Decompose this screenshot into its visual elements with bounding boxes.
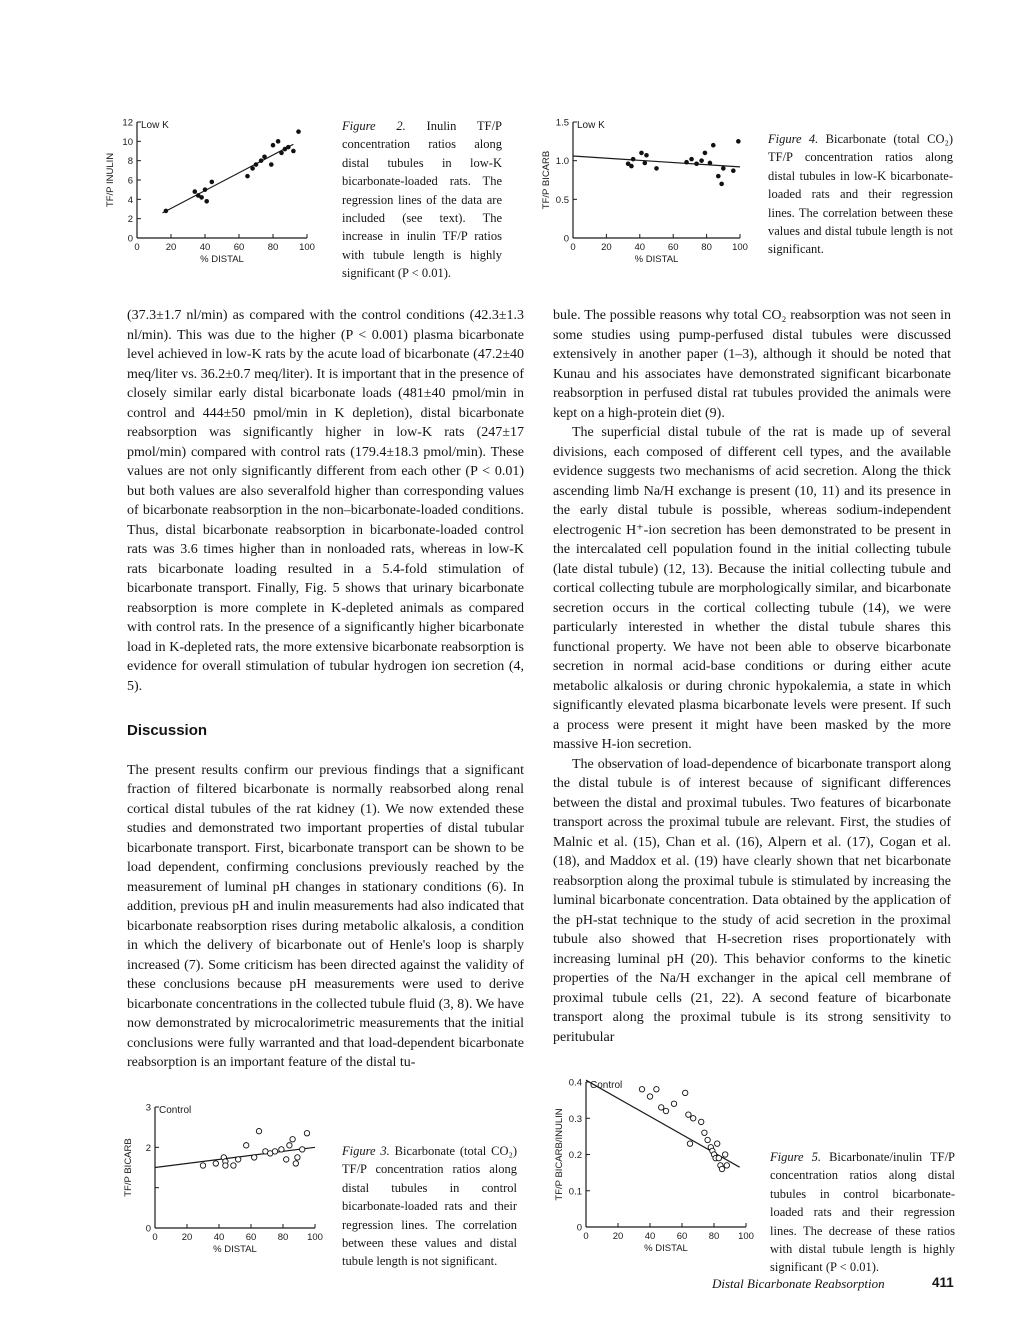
data-point [639, 151, 644, 156]
data-point [293, 1161, 298, 1166]
y-tick-label: 2 [127, 214, 133, 226]
figure-3-plot [112, 1090, 337, 1255]
x-tick-label: 20 [165, 242, 177, 253]
data-point [300, 1147, 305, 1152]
x-tick-label: 0 [570, 242, 576, 253]
data-point [286, 145, 291, 150]
x-tick-label: 20 [601, 242, 612, 253]
x-axis-label: % DISTAL [644, 1243, 688, 1254]
discussion-heading: Discussion [127, 722, 208, 739]
y-axis-label: TF/P BICARB [123, 1138, 134, 1197]
right-paragraph-2: The superficial distal tubule of the rat is made up of several divisions, each composed of different cell types, and the available evidence suggests two mechanisms of acid secretion. Along the thick ascending limb Na/H exchange is present (10, 11) and its presence in the early distal tubule is possible, whereas sodium-independent electrogenic H⁺-ion secretion has been demonstrated to be present in the intercalated cell population found in the initial collecting tubule (late distal tubule) (12, 13). Because the initial collecting tubule and cortical collecting tubule are morphologically similar, and bicarbonate secretion occurs in the cortical collecting tubule (14), we were particularly interested in whether the distal tubule shares this functional property. We have not been able to observe bicarbonate secretion in normal acid-base conditions or during either acute metabolic alkalosis or during chronic hypokalemia, a state in which significantly elevated plasma bicarbonate levels were present. If such a process were present it might have been masked by the more massive H-ion secretion. [553, 425, 951, 752]
x-tick-label: 0 [134, 242, 140, 253]
data-point [643, 161, 648, 166]
figure-5-plot [536, 1070, 766, 1255]
data-point [279, 1147, 284, 1152]
x-tick-label: 60 [245, 1232, 257, 1243]
x-tick-label: 0 [152, 1232, 158, 1243]
right-text-column [553, 306, 951, 1047]
x-tick-label: 60 [233, 242, 245, 253]
data-point [290, 1137, 295, 1142]
data-point [204, 199, 209, 204]
y-tick-label: 0.1 [568, 1186, 582, 1198]
data-point [271, 143, 276, 148]
y-tick-label: 10 [122, 136, 133, 148]
y-tick-label: 8 [127, 156, 133, 168]
x-tick-label: 100 [732, 242, 748, 253]
data-point [193, 189, 198, 194]
data-point [291, 149, 296, 154]
data-point [736, 139, 741, 144]
left-text-column [127, 306, 524, 1073]
data-point [683, 1090, 688, 1095]
data-point [295, 1155, 300, 1160]
y-tick-label: 2 [145, 1142, 151, 1154]
inset-label: Low K [577, 120, 605, 131]
data-point [244, 1143, 249, 1148]
data-point [213, 1161, 218, 1166]
data-point [731, 168, 736, 173]
y-axis-label: TF/P BICARB/INULIN [554, 1108, 565, 1201]
y-tick-label: 0.3 [568, 1113, 582, 1125]
data-point [699, 1119, 704, 1124]
data-point [279, 151, 284, 156]
x-tick-label: 60 [667, 242, 679, 253]
data-point [272, 1149, 277, 1154]
data-point [671, 1101, 676, 1106]
data-point [663, 1108, 668, 1113]
x-tick-label: 40 [199, 242, 211, 253]
data-point [203, 187, 208, 192]
y-tick-label: 0.4 [568, 1077, 582, 1089]
data-point [703, 151, 708, 156]
y-tick-label: 4 [127, 194, 133, 206]
x-tick-label: 80 [708, 1231, 720, 1242]
data-point [199, 195, 204, 200]
data-point [684, 160, 689, 165]
y-tick-label: 0.5 [555, 194, 569, 206]
x-tick-label: 0 [583, 1231, 589, 1242]
x-tick-label: 100 [738, 1231, 754, 1242]
y-tick-label: 0 [127, 233, 133, 245]
data-point [245, 174, 250, 179]
data-point [659, 1105, 664, 1110]
y-tick-label: 0 [563, 233, 569, 245]
x-tick-label: 100 [307, 1232, 323, 1243]
data-point [702, 1130, 707, 1135]
data-point [708, 161, 713, 166]
data-point [686, 1112, 691, 1117]
x-tick-label: 40 [634, 242, 646, 253]
data-point [639, 1087, 644, 1092]
figure-5-caption [770, 1148, 955, 1277]
x-axis-label: % DISTAL [213, 1244, 257, 1255]
data-point [715, 1141, 720, 1146]
data-point [254, 162, 259, 167]
data-point [287, 1143, 292, 1148]
y-axis-label: TF/P BICARB [541, 150, 552, 210]
figure-3-label: Figure 3. [342, 1144, 390, 1158]
right-paragraph-3: The observation of load-dependence of bicarbonate transport along the distal tubule is of interest because of significant differences between the distal and proximal tubules. Two features of bicarbonate transport across the proximal tubule are relevant. First, the studies of Malnic et al. (15), Chan et al. (16), Alpern et al. (17), Cogan et al. (18), and Maddox et al. (19) have clearly shown that net bicarbonate reabsorption along the proximal tubule is stimulated by increasing the luminal bicarbonate concentration. Data obtained by the application of the pH-stat technique to the study of acid secretion in the proximal tubule also showed that H-secretion rises proportionately with increasing luminal pH (20). This behavior conforms to the kinetic properties of the Na/H exchanger in the apical cell membrane of proximal tubule cells (21, 22). A second feature of bicarbonate transport along the proximal tubule is its strong sensitivity to peritubular [553, 756, 951, 1045]
data-point [223, 1163, 228, 1168]
x-axis-label: % DISTAL [634, 254, 679, 265]
data-point [711, 143, 716, 148]
data-point [687, 1141, 692, 1146]
regression-line [573, 156, 740, 167]
data-point [647, 1094, 652, 1099]
data-point [654, 1087, 659, 1092]
figure-3-caption [342, 1142, 517, 1271]
data-point [304, 1131, 309, 1136]
data-point [644, 153, 649, 158]
x-tick-label: 20 [612, 1231, 624, 1242]
data-point [716, 174, 721, 179]
data-point [252, 1155, 257, 1160]
y-tick-label: 12 [122, 117, 133, 129]
data-point [269, 162, 274, 167]
data-point [723, 1152, 728, 1157]
data-point [259, 158, 264, 163]
x-tick-label: 80 [701, 242, 712, 253]
data-point [296, 129, 301, 134]
x-tick-label: 40 [644, 1231, 656, 1242]
figure-4-plot [530, 112, 760, 270]
figure-4-caption-text: Bicarbonate (total CO₂) TF/P concentration ratios along distal tubules in low-K bicarbonate-loaded rats and their regression lines. The correlation between these values and distal tubule length is not significant. [768, 132, 954, 257]
figure-2-caption-text: Inulin TF/P concentration ratios along distal tubules in low-K bicarbonate-loaded rats. The regression lines of the data are included (see text). The increase in inulin TF/P ratios with tubule length is highly significant (P < 0.01). [342, 119, 502, 281]
data-point [719, 1166, 724, 1171]
data-point [629, 164, 634, 169]
right-paragraph-1: bule. The possible reasons why total CO₂ reabsorption was not seen in some studies using pump-perfused distal tubules were discussed extensively in another paper (1–3), although it should be noted that Kunau and his associates have demonstrated significant bicarbonate reabsorption in perfused distal rat tubules provided the animals were kept on a high-protein diet (9). [553, 308, 951, 421]
left-paragraph-1: (37.3±1.7 nl/min) as compared with the control conditions (42.3±1.3 nl/min). This was due to the higher (P < 0.001) plasma bicarbonate level achieved in low-K rats by the acute load of bicarbonate (47.2±40 meq/liter vs. 36.2±0.7 meq/liter). It is important that in the presence of closely similar early distal bicarbonate loads (481±40 pmol/min in control and 444±50 pmol/min in K depletion), distal bicarbonate reabsorption was significantly higher in low-K rats (247±17 pmol/min) compared with control rats (179.4±18.3 pmol/min). These values are not only significantly different from each other (P < 0.01) but both values are also severalfold higher than corresponding values of bicarbonate reabsorption in the non–bicarbonate-loaded conditions. Thus, distal bicarbonate reabsorption in bicarbonate-loaded control rats was 3.6 times higher than in nonloaded rats, whereas in low-K rats bicarbonate loading resulted in a 5.4-fold stimulation of bicarbonate transport. Finally, Fig. 5 shows that urinary bicarbonate reabsorption is more complete in K-depleted animals as compared with control rats. In the presence of a significantly higher bicarbonate load in K-depleted rats, the more extensive bicarbonate reabsorption is evidence for overall stimulation of tubular hydrogen ion secretion (4, 5). [127, 308, 524, 694]
data-point [691, 1116, 696, 1121]
left-paragraph-2: The present results confirm our previous findings that a significant fraction of filtered bicarbonate is normally reabsorbed along renal cortical distal tubules of the rat kidney (1). We now extended these studies and demonstrated two important properties of distal tubular bicarbonate transport. First, bicarbonate transport can be shown to be load dependent, confirming conclusions previously reached by the measurement of luminal pH changes in stationary conditions (6). In addition, previous pH and inulin measurements had also indicated that bicarbonate reabsorption rises during metabolic alkalosis, a condition in which the delivery of bicarbonate out of Henle's loop is sharply increased (7). Some criticism has been directed against the validity of these conclusions because pH measurements were used to derive bicarbonate concentrations in the collected tubule fluid (3, 8). We have now demonstrated by microcalorimetric measurements that the initial conclusions were fully warranted and that load-dependent bicarbonate reabsorption is an important feature of the distal tu- [127, 762, 524, 1070]
y-tick-label: 0.2 [568, 1150, 582, 1161]
data-point [705, 1137, 710, 1142]
y-tick-label: 0 [145, 1223, 151, 1235]
data-point [236, 1157, 241, 1162]
figure-4-caption [768, 130, 953, 259]
data-point [689, 157, 694, 162]
y-tick-label: 6 [127, 175, 133, 187]
x-tick-label: 60 [676, 1231, 688, 1242]
data-point [250, 166, 255, 171]
data-point [699, 158, 704, 163]
y-tick-label: 1.5 [555, 117, 569, 129]
x-tick-label: 80 [277, 1232, 289, 1243]
figure-5-label: Figure 5. [770, 1150, 822, 1164]
data-point [724, 1163, 729, 1168]
data-point [716, 1155, 721, 1160]
data-point [262, 155, 267, 160]
inset-label: Low K [141, 120, 169, 131]
x-tick-label: 20 [181, 1232, 193, 1243]
y-tick-label: 3 [145, 1102, 151, 1114]
x-tick-label: 80 [267, 242, 279, 253]
x-tick-label: 40 [213, 1232, 225, 1243]
page-number: 411 [932, 1275, 954, 1290]
inset-label: Control [159, 1105, 192, 1116]
data-point [276, 139, 281, 144]
x-axis-label: % DISTAL [200, 254, 244, 265]
data-point [231, 1163, 236, 1168]
data-point [631, 157, 636, 162]
figure-2-plot [95, 112, 325, 270]
data-point [654, 166, 659, 171]
x-tick-label: 100 [299, 242, 315, 253]
y-tick-label: 0 [576, 1222, 582, 1234]
figure-2-label: Figure 2. [342, 119, 406, 133]
data-point [694, 161, 699, 166]
data-point [200, 1163, 205, 1168]
inset-label: Control [590, 1080, 623, 1091]
figure-4-label: Figure 4. [768, 132, 819, 146]
data-point [164, 209, 169, 214]
y-axis-label: TF/P INULIN [105, 152, 116, 208]
data-point [719, 182, 724, 187]
figure-2-caption [342, 117, 502, 283]
figure-3-caption-text: Bicarbonate (total CO₂) TF/P concentration ratios along distal tubules in control bicarbonate-loaded rats and their regression lines. The correlation between these values and distal tubule length is not significant. [342, 1144, 518, 1269]
data-point [284, 1157, 289, 1162]
y-tick-label: 1.0 [555, 156, 569, 168]
data-point [256, 1129, 261, 1134]
data-point [210, 180, 215, 185]
data-point [721, 166, 726, 171]
figure-5-caption-text: Bicarbonate/inulin TF/P concentration ratios along distal tubules in control bicarbonate-loaded rats and their regression lines. The decrease of these ratios with distal tubule length is highly significant (P < 0.01). [770, 1150, 955, 1275]
regression-line [163, 144, 294, 213]
running-head: Distal Bicarbonate Reabsorption [712, 1276, 885, 1291]
